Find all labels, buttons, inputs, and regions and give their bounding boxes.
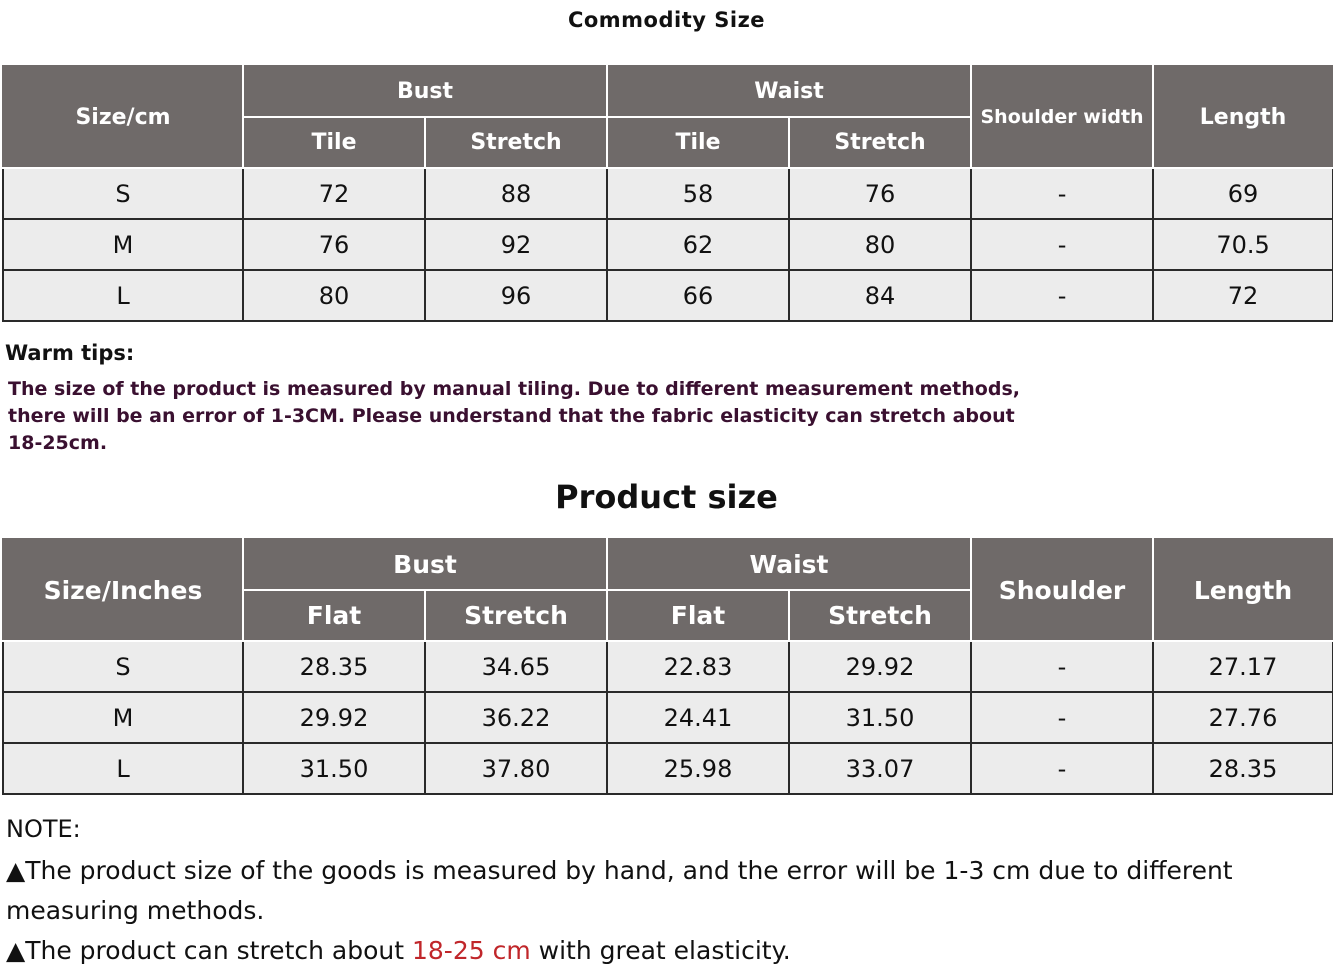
cell: 28.35 <box>243 641 425 692</box>
header-length: Length <box>1153 66 1333 168</box>
commodity-size-table <box>2 65 1333 322</box>
cell: 66 <box>607 270 789 321</box>
header-waist-stretch: Stretch <box>789 590 971 641</box>
cell: 69 <box>1153 168 1333 219</box>
header-bust: Bust <box>243 539 607 590</box>
header-waist-flat: Flat <box>607 590 789 641</box>
cell: 58 <box>607 168 789 219</box>
cell: 88 <box>425 168 607 219</box>
header-length: Length <box>1153 539 1333 641</box>
note-line-2 <box>6 931 1306 971</box>
table-row <box>3 743 1333 794</box>
header-bust-tile: Tile <box>243 117 425 168</box>
header-bust: Bust <box>243 66 607 117</box>
cell: 72 <box>1153 270 1333 321</box>
header-waist: Waist <box>607 66 971 117</box>
cell: - <box>971 168 1153 219</box>
note-highlight: 18-25 cm <box>411 936 531 965</box>
cell: 22.83 <box>607 641 789 692</box>
cell: 27.76 <box>1153 692 1333 743</box>
header-size: Size/Inches <box>3 539 243 641</box>
cell: 76 <box>789 168 971 219</box>
cell: - <box>971 692 1153 743</box>
commodity-size-title: Commodity Size <box>567 8 766 32</box>
cell: 28.35 <box>1153 743 1333 794</box>
table-row <box>3 168 1333 219</box>
product-size-title: Product size <box>555 478 778 516</box>
cell: M <box>3 692 243 743</box>
cell: 96 <box>425 270 607 321</box>
cell: L <box>3 270 243 321</box>
header-shoulder: Shoulder <box>971 539 1153 641</box>
table-row <box>3 641 1333 692</box>
cell: 25.98 <box>607 743 789 794</box>
cell: - <box>971 270 1153 321</box>
cell: 24.41 <box>607 692 789 743</box>
header-bust-stretch: Stretch <box>425 117 607 168</box>
header-shoulder: Shoulder width <box>971 66 1153 168</box>
cell: M <box>3 219 243 270</box>
cell: 34.65 <box>425 641 607 692</box>
table-row <box>3 219 1333 270</box>
cell: 80 <box>243 270 425 321</box>
cell: L <box>3 743 243 794</box>
cell: 27.17 <box>1153 641 1333 692</box>
cell: 29.92 <box>243 692 425 743</box>
header-bust-stretch: Stretch <box>425 590 607 641</box>
note-line-2-pre: ▲The product can stretch about <box>6 936 412 965</box>
cell: 31.50 <box>243 743 425 794</box>
cell: 92 <box>425 219 607 270</box>
header-size: Size/cm <box>3 66 243 168</box>
table-row <box>3 692 1333 743</box>
cell: 37.80 <box>425 743 607 794</box>
cell: - <box>971 219 1153 270</box>
cell: 29.92 <box>789 641 971 692</box>
header-bust-flat: Flat <box>243 590 425 641</box>
product-size-table <box>2 538 1333 795</box>
cell: S <box>3 168 243 219</box>
cell: 33.07 <box>789 743 971 794</box>
note-line-1: ▲The product size of the goods is measured by hand, and the error will be 1-3 cm due to different measuring methods. <box>6 856 1233 925</box>
header-waist: Waist <box>607 539 971 590</box>
cell: 31.50 <box>789 692 971 743</box>
note-line-2-post: with great elasticity. <box>530 936 791 965</box>
cell: 76 <box>243 219 425 270</box>
cell: - <box>971 641 1153 692</box>
warm-tips-title: Warm tips: <box>5 341 135 365</box>
cell: 62 <box>607 219 789 270</box>
note-title: NOTE: <box>6 815 81 843</box>
cell: - <box>971 743 1153 794</box>
cell: 72 <box>243 168 425 219</box>
warm-tips-body: The size of the product is measured by manual tiling. Due to different measurement methods, there will be an error of 1-3CM. Please understand that the fabric elasticity can stretch about 18-25cm. <box>8 378 1020 454</box>
cell: 70.5 <box>1153 219 1333 270</box>
table-row <box>3 270 1333 321</box>
cell: 84 <box>789 270 971 321</box>
cell: S <box>3 641 243 692</box>
cell: 80 <box>789 219 971 270</box>
header-waist-stretch: Stretch <box>789 117 971 168</box>
cell: 36.22 <box>425 692 607 743</box>
header-waist-tile: Tile <box>607 117 789 168</box>
